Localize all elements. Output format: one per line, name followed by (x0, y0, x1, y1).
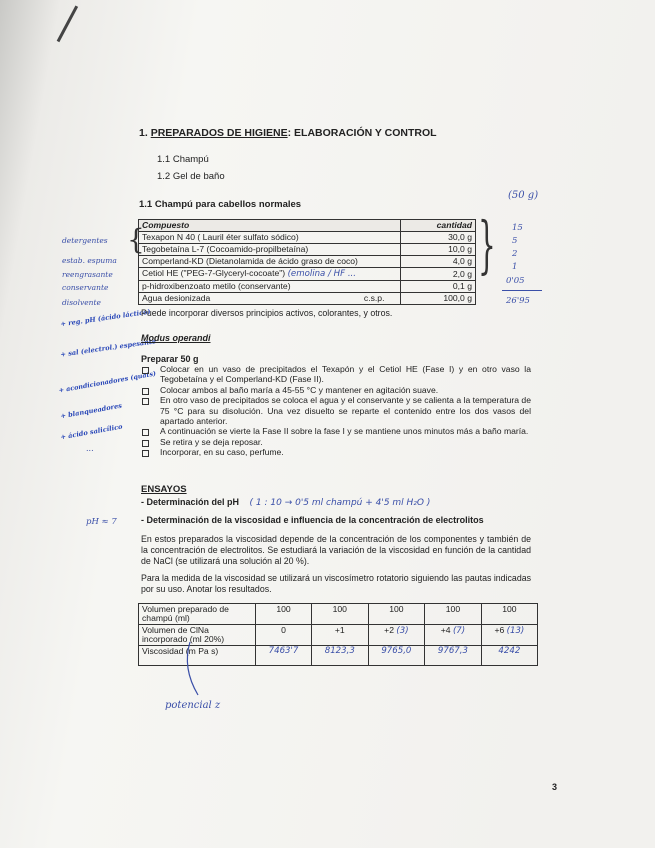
handwritten-amount: 5 (512, 236, 518, 246)
handwritten-viscosity: 8123,3 (312, 646, 369, 666)
intro-text: Puede incorporar diversos principios activos, colorantes, y otros. (141, 308, 393, 318)
handwritten-brace-left: { (127, 223, 145, 256)
list-item: Colocar ambos al baño maría a 45-55 °C y mantener en agitación suave. (141, 385, 531, 395)
table-row: Comperland-KD (Dietanolamida de ácido graso de coco) 4,0 g (139, 256, 476, 268)
margin-note: conservante (62, 283, 109, 292)
handwritten-viscosity: 9767,3 (425, 646, 482, 666)
margin-note: reengrasante (62, 270, 113, 279)
margin-note: disolvente (62, 298, 101, 307)
section-title: 1.1 Champú para cabellos normales (139, 199, 302, 210)
list-item: En otro vaso de precipitados se coloca el agua y el conservante y se calienta a la temperatura de 75 °C para su disolución. Una vez disuelto se reparte el contenido entre los dos vasos del apartado anterior. (141, 395, 531, 426)
ensayo-viscosity: - Determinación de la viscosidad e influencia de la concentración de electrolitos (141, 515, 484, 525)
handwritten-potencial: potencial z (165, 700, 221, 711)
handwritten-ph-value: pH ≈ 7 (86, 517, 117, 527)
header-compound: Compuesto (139, 220, 401, 232)
handwritten-sum-line (502, 290, 542, 291)
handwritten-viscosity: 9765,0 (368, 646, 425, 666)
toc-item-gel: 1.2 Gel de baño (157, 171, 225, 182)
margin-note: + ácido salicílico (59, 422, 124, 442)
list-item: Incorporar, en su caso, perfume. (141, 447, 531, 457)
list-item: Se retira y se deja reposar. (141, 437, 531, 447)
paragraph-viscosity: En estos preparados la viscosidad depende de la concentración de los componentes y también de la concentración de electrolitos. Se estudiará la variación de la viscosidad en función de la cantidad de NaCl (se utilizará una solución al 20 %). (141, 534, 531, 566)
margin-note: + acondicionadores (quats) (58, 369, 157, 395)
table-row: Agua desionizada c.s.p. 100,0 g (139, 293, 476, 305)
page-number: 3 (552, 782, 558, 792)
table-row: Cetiol HE ("PEG-7-Glyceryl-cocoate") (emolina / HF ... 2,0 g (139, 268, 476, 281)
page-title: 1. PREPARADOS DE HIGIENE: ELABORACIÓN Y CONTROL (139, 127, 437, 139)
modus-title: Modus operandi (141, 333, 211, 343)
header-quantity: cantidad (401, 220, 476, 232)
ensayos-title: ENSAYOS (141, 484, 187, 495)
toc-item-champu: 1.1 Champú (157, 154, 209, 165)
table-row: Texapon N 40 ( Lauril éter sulfato sódico) 30,0 g (139, 232, 476, 244)
handwritten-brace-right: } (478, 208, 496, 281)
handwritten-viscosity: 7463'7 (256, 646, 312, 666)
paragraph-measurement: Para la medida de la viscosidad se utilizará un viscosímetro rotatorio siguiendo las pautas indicadas por su uso. Anotar los resultados. (141, 573, 531, 594)
page-corner-mark (57, 5, 78, 42)
margin-note: ... (86, 444, 94, 453)
margin-note: + sal (electrol.) espesante (59, 337, 157, 359)
list-item: A continuación se vierte la Fase II sobre la fase I y se mantiene unos minutos más a baño maría. (141, 426, 531, 436)
ensayo-ph: - Determinación del pH ( 1 : 10 → 0'5 ml champú + 4'5 ml H₂O ) (141, 497, 431, 508)
table-row: Tegobetaína L-7 (Cocoamido-propilbetaína) 10,0 g (139, 244, 476, 256)
margin-note: detergentes (62, 236, 108, 245)
handwritten-ph-dilution: ( 1 : 10 → 0'5 ml champú + 4'5 ml H₂O ) (249, 498, 431, 508)
table-row: Viscosidad (m Pa s) 7463'7 8123,3 9765,0 9767,3 4242 (139, 646, 538, 666)
handwritten-amount: 2 (512, 249, 518, 259)
handwritten-amount: 1 (512, 262, 518, 272)
table-row: p-hidroxibenzoato metilo (conservante) 0,1 g (139, 281, 476, 293)
table-row: Volumen de ClNa incorporado (ml 20%) 0 +1 +2 (3) +4 (7) +6 (13) (139, 625, 538, 646)
table-row: Volumen preparado de champú (ml) 100 100 100 100 100 (139, 604, 538, 625)
handwritten-arrow (170, 640, 210, 700)
handwritten-cetiol-note: (emolina / HF ... (287, 269, 357, 279)
margin-note: estab. espuma (62, 256, 117, 265)
handwritten-total: 26'95 (506, 296, 530, 306)
steps-list (141, 364, 531, 458)
prepare-title: Preparar 50 g (141, 354, 199, 364)
handwritten-viscosity: 4242 (481, 646, 537, 666)
handwritten-amount: 0'05 (506, 276, 525, 286)
handwritten-amounts-header: (50 g) (508, 190, 539, 201)
list-item: Colocar en un vaso de precipitados el Texapón y el Cetiol HE (Fase I) y en otro vaso la Tegobetaína y el Comperland-KD (Fase II). (141, 364, 531, 385)
handwritten-amount: 15 (512, 223, 523, 233)
margin-note: + blanqueadores (59, 401, 123, 421)
composition-table (138, 219, 476, 305)
margin-note: + reg. pH (ácido láctico) (59, 307, 152, 329)
